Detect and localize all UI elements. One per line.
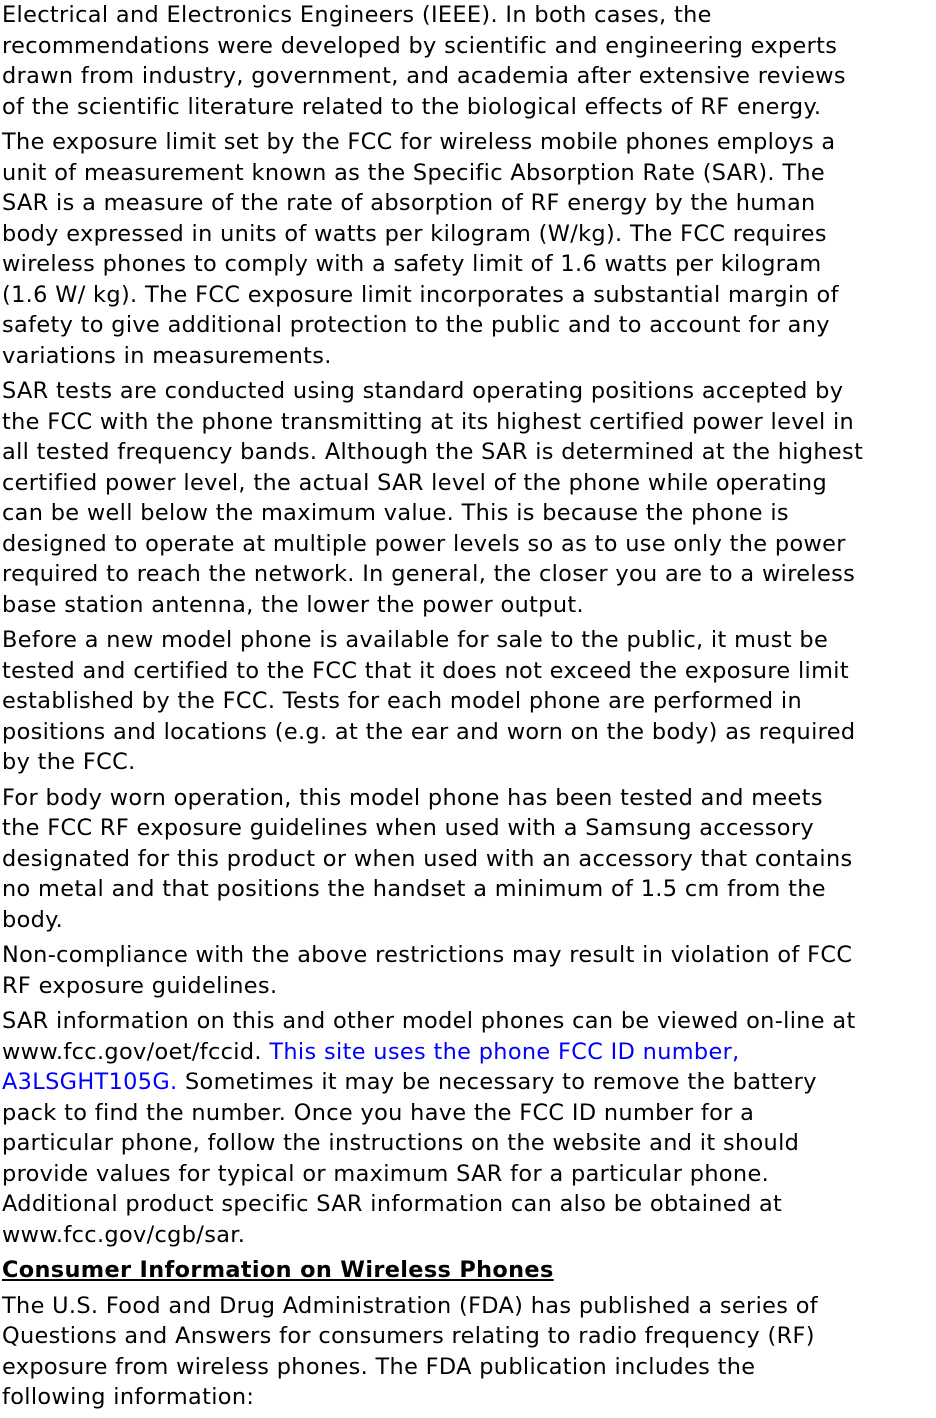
text-line: For body worn operation, this model phone has been tested and meets [2, 784, 823, 811]
fcc-id-number-link[interactable]: A3LSGHT105G. [2, 1069, 178, 1095]
paragraph-ieee-recommendations [2, 0, 936, 122]
text-line: designed to operate at multiple power levels so as to use only the power [2, 530, 846, 557]
text-line: established by the FCC. Tests for each model phone are performed in [2, 688, 802, 714]
text-line: wireless phones to comply with a safety limit of 1.6 watts per kilogram [2, 251, 822, 277]
text-line: recommendations were developed by scientific and engineering experts [2, 32, 838, 59]
text-line: SAR tests are conducted using standard operating positions accepted by [2, 378, 844, 404]
text-line: RF exposure guidelines. [2, 972, 278, 999]
section-heading: Consumer Information on Wireless Phones [2, 1257, 554, 1283]
text-line: body expressed in units of watts per kilogram (W/kg). The FCC requires [2, 220, 827, 247]
text-segment: Sometimes it may be necessary to remove the battery [177, 1069, 817, 1095]
text-line: Additional product specific SAR information can also be obtained at [2, 1191, 783, 1217]
text-line: SAR information on this and other model phones can be viewed on-line at [2, 1008, 856, 1034]
text-line: designated for this product or when used with an accessory that contains [2, 845, 853, 872]
paragraph-body-worn [2, 783, 936, 936]
text-line [2, 1067, 936, 1098]
text-line: SAR is a measure of the rate of absorption of RF energy by the human [2, 190, 816, 216]
text-line: particular phone, follow the instructions on the website and it should [2, 1130, 800, 1156]
text-line: body. [2, 906, 64, 933]
paragraph-sar-tests [2, 376, 936, 620]
text-line: drawn from industry, government, and academia after extensive reviews [2, 63, 846, 89]
text-line: Questions and Answers for consumers relating to radio frequency (RF) [2, 1323, 815, 1349]
text-line: unit of measurement known as the Specific Absorption Rate (SAR). The [2, 159, 826, 186]
paragraph-exposure-limit [2, 127, 936, 371]
text-segment: www.fcc.gov/oet/fccid. [2, 1038, 270, 1065]
fcc-id-link-text[interactable]: This site uses the phone FCC ID number, [269, 1038, 740, 1065]
text-line: Non-compliance with the above restrictions may result in violation of FCC [2, 942, 853, 968]
text-line: safety to give additional protection to the public and to account for any [2, 312, 830, 338]
document-page [2, 0, 936, 1418]
text-line: The U.S. Food and Drug Administration (FDA) has published a series of [2, 1292, 819, 1319]
text-line: following information: [2, 1384, 255, 1410]
text-line: the FCC with the phone transmitting at its highest certified power level in [2, 408, 855, 435]
text-line: Electrical and Electronics Engineers (IEEE). In both cases, the [2, 2, 712, 28]
text-line: can be well below the maximum value. This is because the phone is [2, 500, 789, 526]
text-line [2, 1037, 936, 1068]
text-line: by the FCC. [2, 749, 136, 775]
text-line: positions and locations (e.g. at the ear and worn on the body) as required [2, 718, 856, 745]
text-line: the FCC RF exposure guidelines when used with a Samsung accessory [2, 815, 814, 841]
text-line: certified power level, the actual SAR level of the phone while operating [2, 469, 828, 496]
paragraph-certification [2, 625, 936, 778]
text-line: exposure from wireless phones. The FDA publication includes the [2, 1353, 756, 1380]
paragraph-sar-information [2, 1006, 936, 1250]
text-line: base station antenna, the lower the power output. [2, 591, 584, 618]
text-line: provide values for typical or maximum SAR for a particular phone. [2, 1160, 770, 1187]
paragraph-non-compliance [2, 940, 936, 1001]
text-line: tested and certified to the FCC that it does not exceed the exposure limit [2, 657, 849, 684]
text-line: variations in measurements. [2, 342, 332, 369]
text-line: required to reach the network. In general, the closer you are to a wireless [2, 561, 856, 587]
text-line: of the scientific literature related to the biological effects of RF energy. [2, 93, 822, 120]
text-line: (1.6 W/ kg). The FCC exposure limit incorporates a substantial margin of [2, 281, 839, 308]
text-line: Before a new model phone is available for sale to the public, it must be [2, 627, 829, 653]
text-line: pack to find the number. Once you have the FCC ID number for a [2, 1099, 755, 1126]
text-line: www.fcc.gov/cgb/sar. [2, 1221, 246, 1248]
text-line: The exposure limit set by the FCC for wireless mobile phones employs a [2, 129, 836, 155]
text-line: no metal and that positions the handset a minimum of 1.5 cm from the [2, 876, 826, 902]
paragraph-fda-publication [2, 1291, 936, 1413]
text-line: all tested frequency bands. Although the SAR is determined at the highest [2, 439, 864, 465]
